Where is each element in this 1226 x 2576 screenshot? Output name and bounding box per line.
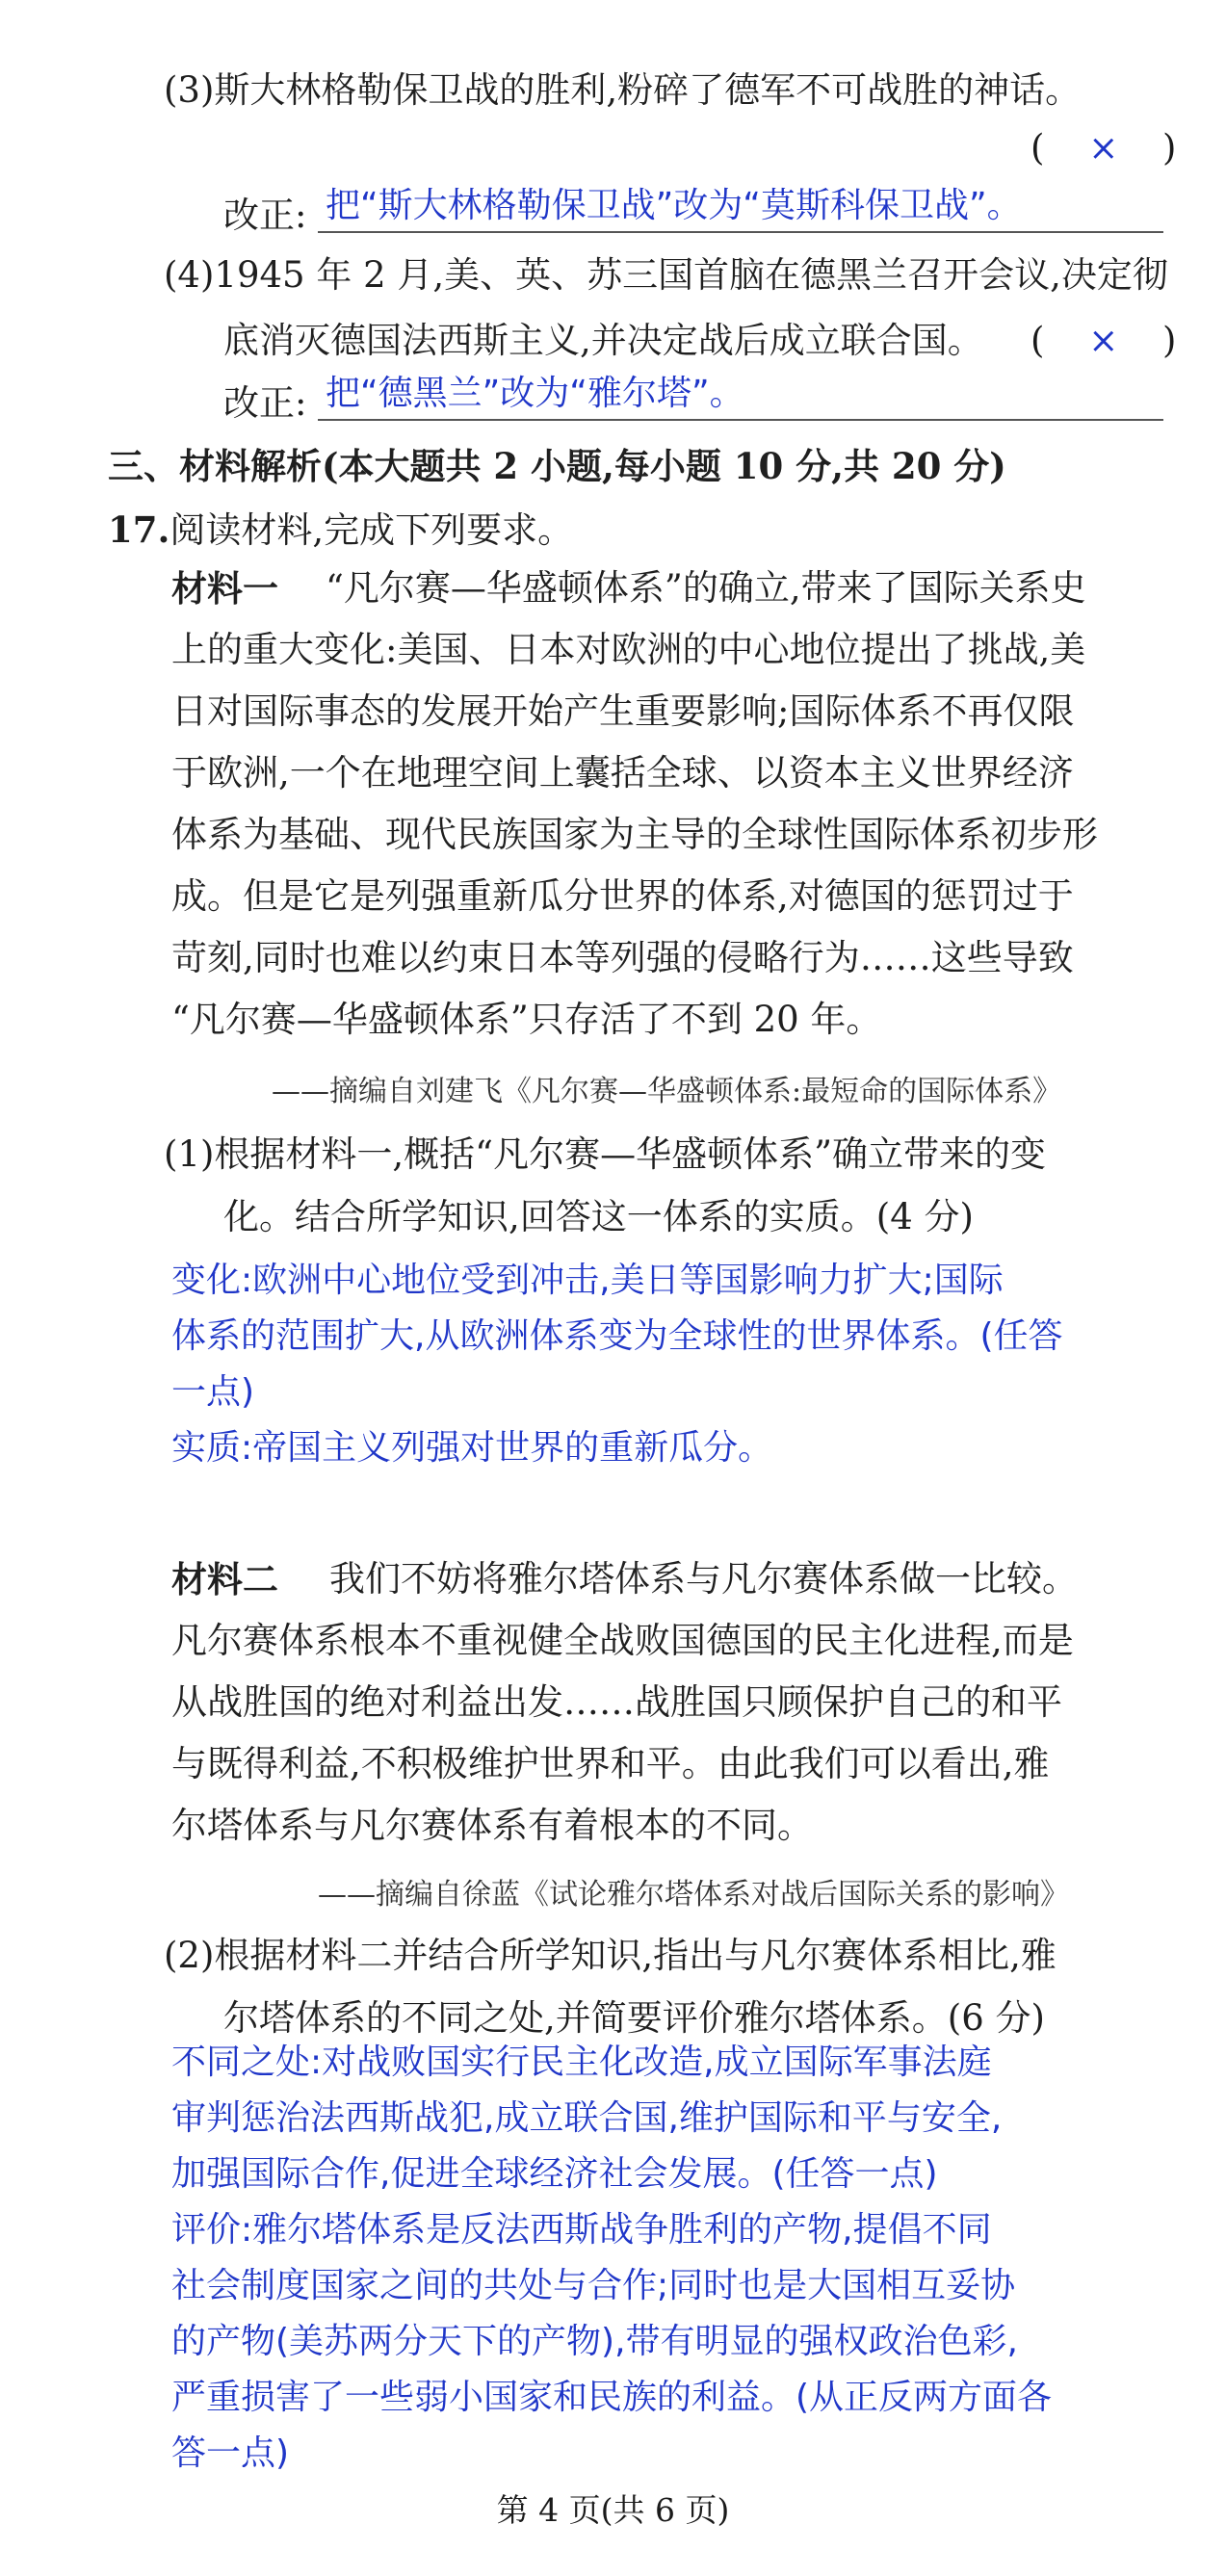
question-17 (108, 507, 573, 554)
material-1-line: 日对国际事态的发展开始产生重要影响;国际体系不再仅限 (171, 690, 1075, 732)
answer-1-line: 体系的范围扩大,从欧洲体系变为全球性的世界体系。(任答 (171, 1316, 1063, 1356)
material-2-source: ——摘编自徐蓝《试论雅尔塔体系对战后国际关系的影响》 (318, 1878, 1069, 1912)
paren-open: ( (1030, 127, 1045, 169)
answer-1-line: 实质:帝国主义列强对世界的重新瓜分。 (171, 1428, 773, 1468)
material-1-label: 材料一 (171, 567, 278, 610)
paren-close: ) (1161, 320, 1177, 361)
material-2-line: 尔塔体系与凡尔赛体系有着根本的不同。 (171, 1805, 813, 1846)
answer-1-line: 变化:欧洲中心地位受到冲击,美日等国影响力扩大;国际 (171, 1261, 1004, 1300)
material-1-line: “凡尔赛—华盛顿体系”的确立,带来了国际关系史 (326, 567, 1086, 609)
question-number: 17. (108, 508, 170, 551)
material-1-line: 成。但是它是列强重新瓜分世界的体系,对德国的惩罚过于 (171, 875, 1074, 917)
section-title: 三、材料解析(本大题共 2 小题,每小题 10 分,共 20 分) (108, 445, 1006, 487)
sub-question-1-line2: 化。结合所学知识,回答这一体系的实质。(4 分) (223, 1196, 974, 1237)
paren-close: ) (1161, 127, 1177, 169)
sub-question-2-line2: 尔塔体系的不同之处,并简要评价雅尔塔体系。(6 分) (223, 1997, 1045, 2039)
material-1-line: 体系为基础、现代民族国家为主导的全球性国际体系初步形 (171, 814, 1098, 855)
answer-2-line: 加强国际合作,促进全球经济社会发展。(任答一点) (171, 2154, 938, 2194)
material-2-line: 我们不妨将雅尔塔体系与凡尔赛体系做一比较。 (329, 1558, 1078, 1600)
material-1-line: “凡尔赛—华盛顿体系”只存活了不到 20 年。 (171, 999, 882, 1040)
material-1-source: ——摘编自刘建飞《凡尔赛—华盛顿体系:最短命的国际体系》 (272, 1075, 1062, 1108)
item-4-statement-line1: (4)1945 年 2 月,美、英、苏三国首脑在德黑兰召开会议,决定彻 (164, 254, 1168, 296)
item-3-judgement (1030, 125, 1176, 171)
item-3-statement: (3)斯大林格勒保卫战的胜利,粉碎了德军不可战胜的神话。 (164, 69, 1082, 111)
answer-2-line: 严重损害了一些弱小国家和民族的利益。(从正反两方面各 (171, 2378, 1053, 2417)
item-3-correction-label: 改正: (223, 195, 307, 236)
answer-1-line: 一点) (171, 1372, 255, 1412)
item-4-judgement (1030, 318, 1176, 364)
material-1-line: 苛刻,同时也难以约束日本等列强的侵略行为……这些导致 (171, 937, 1074, 978)
answer-2-line: 答一点) (171, 2433, 290, 2473)
paren-open: ( (1030, 320, 1045, 361)
material-2-label: 材料二 (171, 1558, 278, 1600)
item-4-statement-line2: 底消灭德国法西斯主义,并决定战后成立联合国。 (223, 320, 983, 361)
item-4-correction-label: 改正: (223, 382, 307, 424)
answer-line (318, 231, 1163, 233)
answer-2-line: 评价:雅尔塔体系是反法西斯战争胜利的产物,提倡不同 (171, 2210, 992, 2250)
material-1-line: 上的重大变化:美国、日本对欧洲的中心地位提出了挑战,美 (171, 629, 1086, 670)
item-4-correction: 把“德黑兰”改为“雅尔塔”。 (326, 374, 744, 413)
judgement-mark: × (1088, 127, 1119, 169)
material-2-line: 从战胜国的绝对利益出发……战胜国只顾保护自己的和平 (171, 1681, 1062, 1723)
question-prompt: 阅读材料,完成下列要求。 (170, 509, 574, 551)
sub-question-2-line1: (2)根据材料二并结合所学知识,指出与凡尔赛体系相比,雅 (164, 1935, 1056, 1976)
answer-2-line: 社会制度国家之间的共处与合作;同时也是大国相互妥协 (171, 2266, 1016, 2305)
page-number: 第 4 页(共 6 页) (496, 2491, 730, 2529)
answer-2-line: 的产物(美苏两分天下的产物),带有明显的强权政治色彩, (171, 2322, 1018, 2361)
judgement-mark: × (1088, 320, 1119, 361)
answer-2-line: 不同之处:对战败国实行民主化改造,成立国际军事法庭 (171, 2043, 992, 2082)
item-3-correction: 把“斯大林格勒保卫战”改为“莫斯科保卫战”。 (326, 186, 1022, 225)
material-2-line: 与既得利益,不积极维护世界和平。由此我们可以看出,雅 (171, 1743, 1050, 1784)
sub-question-1-line1: (1)根据材料一,概括“凡尔赛—华盛顿体系”确立带来的变 (164, 1133, 1047, 1175)
material-1-line: 于欧洲,一个在地理空间上囊括全球、以资本主义世界经济 (171, 752, 1074, 794)
material-2-line: 凡尔赛体系根本不重视健全战败国德国的民主化进程,而是 (171, 1620, 1074, 1661)
answer-2-line: 审判惩治法西斯战犯,成立联合国,维护国际和平与安全, (171, 2098, 1003, 2138)
answer-line (318, 419, 1163, 421)
